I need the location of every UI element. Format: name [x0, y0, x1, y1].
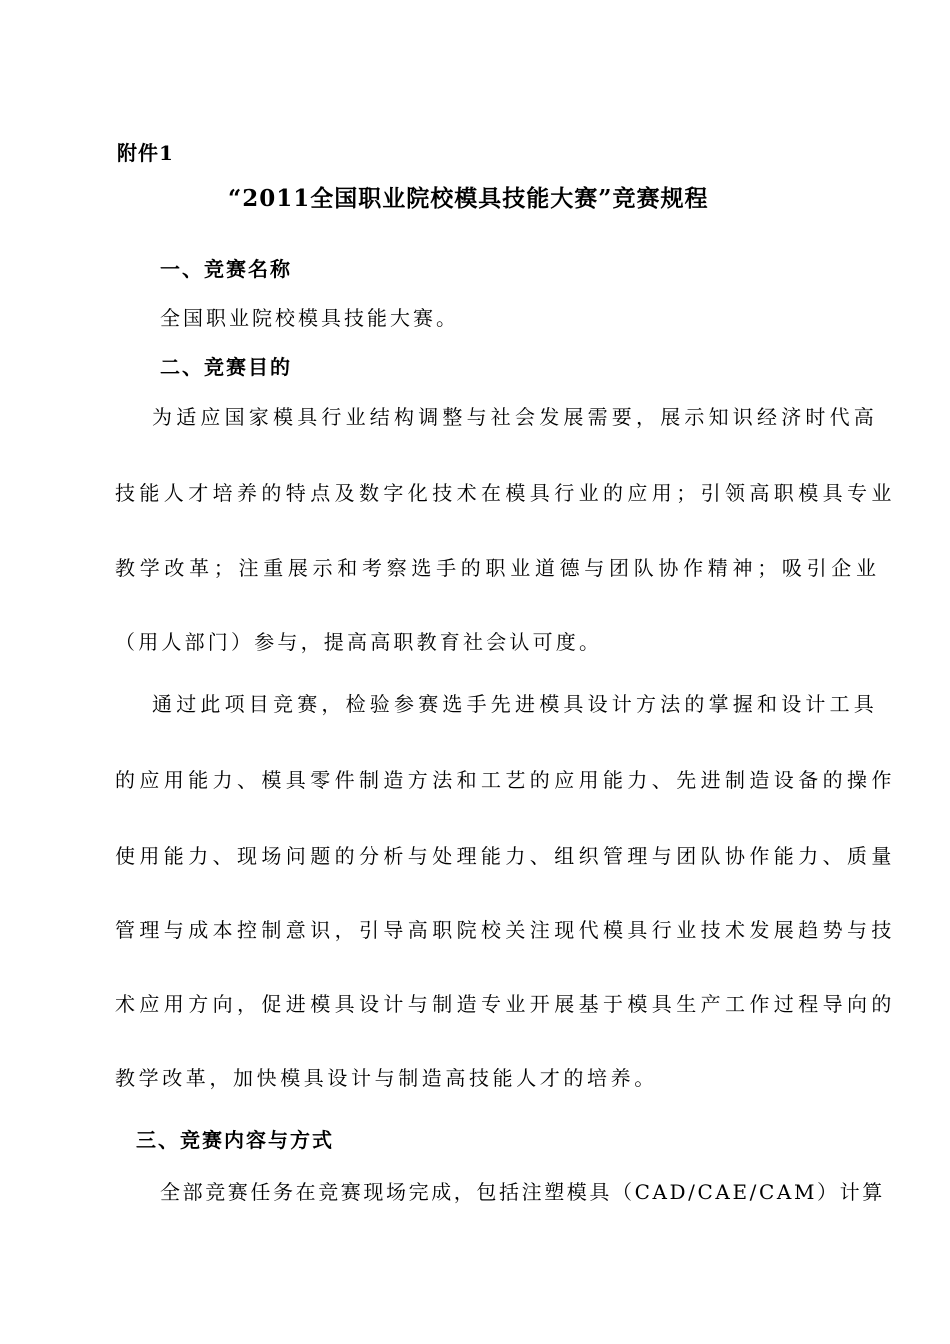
section-heading-competition-name: 一、竞赛名称: [160, 257, 292, 281]
paragraph-line: 使用能力、现场问题的分析与处理能力、组织管理与团队协作能力、质量: [115, 844, 896, 868]
paragraph-line: 教学改革；注重展示和考察选手的职业道德与团队协作精神；吸引企业: [115, 556, 881, 580]
paragraph-line: 教学改革，加快模具设计与制造高技能人才的培养。: [115, 1066, 658, 1090]
paragraph-line: 为适应国家模具行业结构调整与社会发展需要，展示知识经济时代高: [152, 405, 878, 429]
paragraph-line: 管理与成本控制意识，引导高职院校关注现代模具行业技术发展趋势与技: [115, 918, 896, 942]
attachment-label: 附件1: [117, 141, 174, 165]
paragraph-line: 的应用能力、模具零件制造方法和工艺的应用能力、先进制造设备的操作: [115, 768, 896, 792]
paragraph-line: 术应用方向，促进模具设计与制造专业开展基于模具生产工作过程导向的: [115, 992, 896, 1016]
paragraph-line: （用人部门）参与，提高高职教育社会认可度。: [115, 630, 603, 654]
document-title: “2011全国职业院校模具技能大赛”竞赛规程: [228, 185, 709, 212]
paragraph-line: 技能人才培养的特点及数字化技术在模具行业的应用；引领高职模具专业: [115, 481, 896, 505]
paragraph-line: 全国职业院校模具技能大赛。: [160, 306, 459, 330]
section-heading-content-and-method: 三、竞赛内容与方式: [136, 1128, 334, 1152]
paragraph-line: 通过此项目竞赛，检验参赛选手先进模具设计方法的掌握和设计工具: [152, 692, 878, 716]
paragraph-line: 全部竞赛任务在竞赛现场完成，包括注塑模具（CAD/CAE/CAM）计算: [160, 1180, 885, 1204]
section-heading-competition-purpose: 二、竞赛目的: [160, 355, 292, 379]
